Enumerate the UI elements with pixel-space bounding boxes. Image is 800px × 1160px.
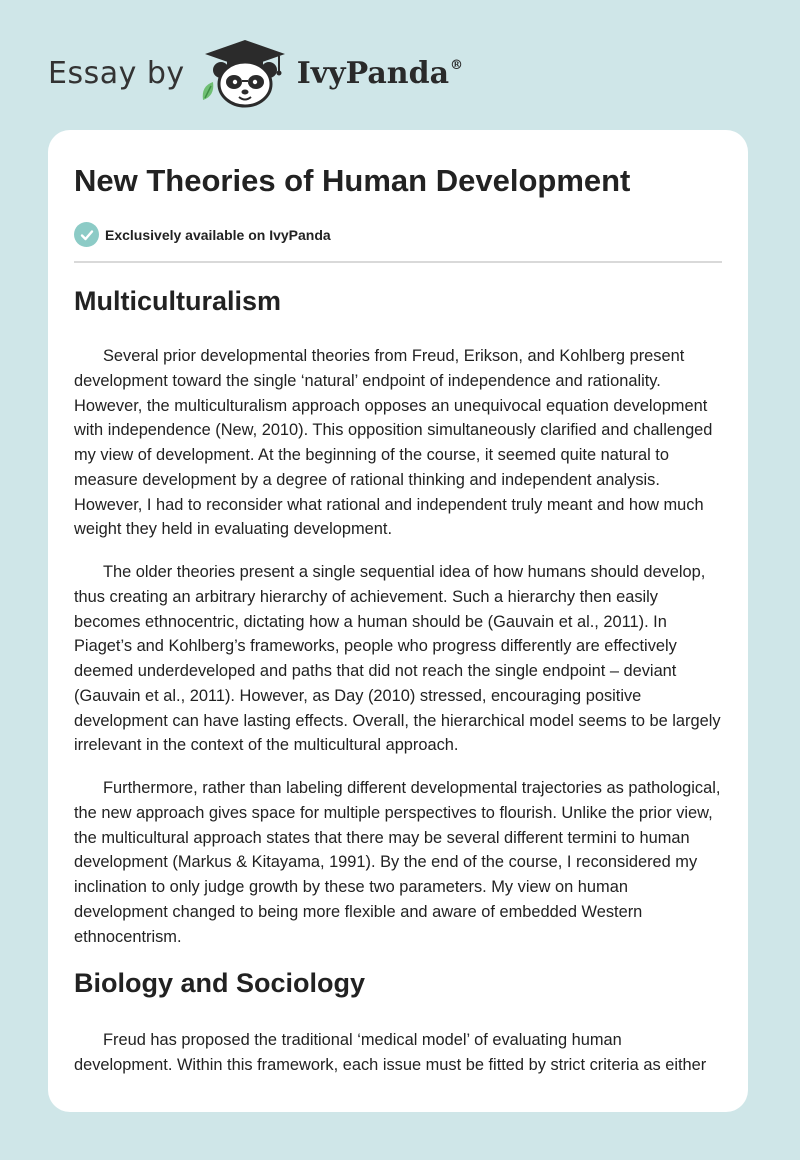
divider xyxy=(74,261,722,263)
essay-title: New Theories of Human Development xyxy=(74,163,631,198)
essay-by-label: Essay by xyxy=(48,55,185,91)
paragraph: Several prior developmental theories from Freud, Erikson, and Kohlberg present development toward the single ‘natural’ endpoint of independence and rationality. However, the multiculturalism approach opposes an unequivocal equation development with independence (New, 2010). This opposition simultaneously clarified and challenged my view of development. At the beginning of the course, it seemed quite natural to measure development by a degree of rational thinking and independent analysis. However, I had to reconsider what rational and independent truly meant and how much weight they held in evaluating development. xyxy=(74,347,713,539)
essay-card xyxy=(48,130,748,1112)
section-heading: Biology and Sociology xyxy=(74,968,366,998)
checkmark-icon xyxy=(74,222,99,247)
brand-name[interactable]: IvyPanda® xyxy=(296,55,464,91)
paragraph: Furthermore, rather than labeling different developmental trajectories as pathological, the new approach gives space for multiple perspectives to flourish. Unlike the prior view, the multicultural approach states that there may be several different termini to human development (Markus & Kitayama, 1991). By the end of the course, I reconsidered my inclination to only judge growth by these two parameters. My view on human development changed to being more flexible and aware of embedded Western ethnocentrism. xyxy=(74,779,721,946)
exclusive-badge xyxy=(74,222,331,247)
site-header xyxy=(48,38,463,108)
paragraph: The older theories present a single sequential idea of how humans should develop, thus creating an arbitrary hierarchy of achievement. Such a hierarchy then easily becomes ethnocentric, dictating how a human should be (Gauvain et al., 2011). In Piaget’s and Kohlberg’s frameworks, people who progress differently are effectively deemed underdeveloped and paths that did not reach the single endpoint – deviant (Gauvain et al., 2011). However, as Day (2010) stressed, encouraging positive development can have lasting effects. Overall, the hierarchical model seems to be largely irrelevant in the context of the multicultural approach. xyxy=(74,563,721,755)
exclusive-badge-text: Exclusively available on IvyPanda xyxy=(105,226,331,243)
registered-mark: ® xyxy=(450,57,464,73)
section-heading: Multiculturalism xyxy=(74,286,282,316)
paragraph: Freud has proposed the traditional ‘medical model’ of evaluating human development. Within this framework, each issue must be fitted by strict criteria as either xyxy=(74,1031,707,1074)
panda-logo-icon[interactable] xyxy=(199,38,291,108)
